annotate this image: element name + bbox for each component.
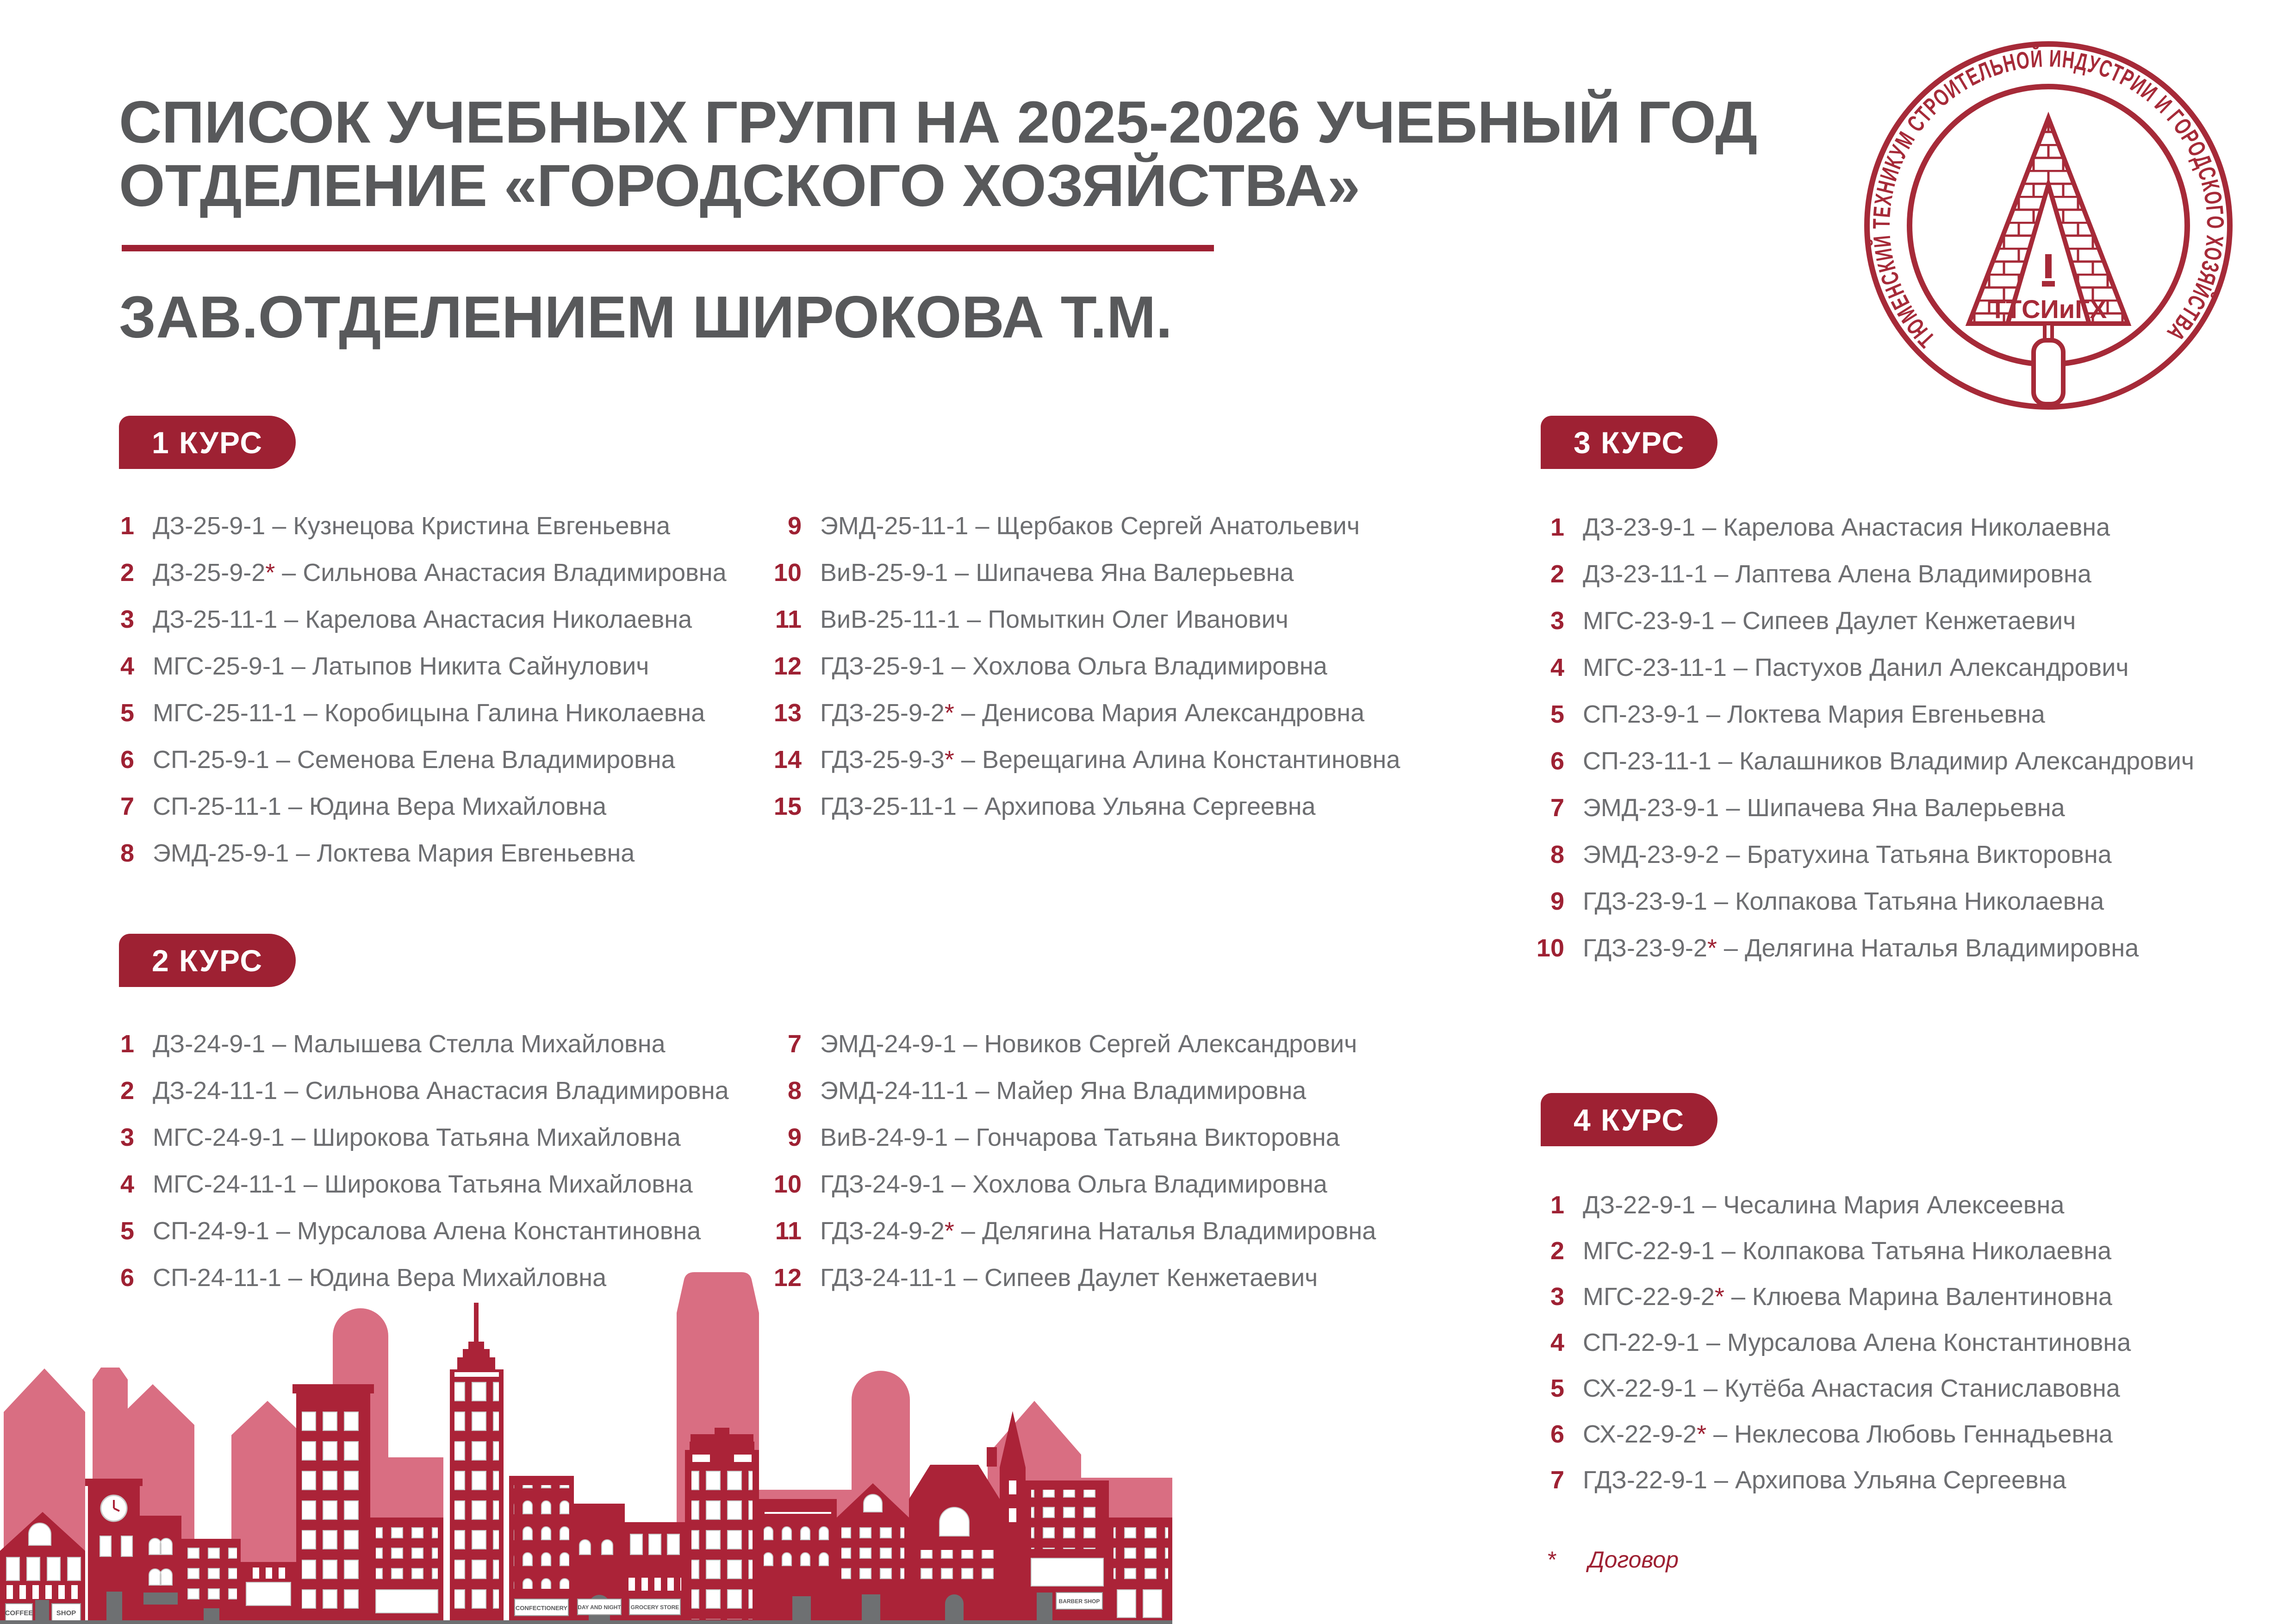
contract-asterisk: * (1714, 1282, 1724, 1311)
item-text: ЭМД-24-11-1 – Майер Яна Владимировна (820, 1076, 1307, 1105)
item-number: 1 (1550, 513, 1564, 541)
item-text: СП-24-9-1 – Мурсалова Алена Константиновна (153, 1217, 701, 1245)
department-head: ЗАВ.ОТДЕЛЕНИЕМ ШИРОКОВА Т.М. (119, 284, 1173, 350)
course-4-badge: 4 КУРС (1541, 1093, 1717, 1146)
item-text: ГДЗ-25-9-3* – Верещагина Алина Константиновна (820, 745, 1400, 774)
list-item (1523, 784, 2194, 831)
course-4-list (1523, 1182, 2131, 1503)
list-item (93, 1254, 729, 1301)
item-number: 6 (120, 745, 134, 774)
item-text: ВиВ-25-11-1 – Помыткин Олег Иванович (820, 605, 1288, 633)
item-number: 5 (1550, 700, 1564, 728)
item-text: ГДЗ-22-9-1 – Архипова Ульяна Сергеевна (1583, 1466, 2066, 1494)
seal-ring-text: ТЮМЕНСКИЙ ТЕХНИКУМ СТРОИТЕЛЬНОЙ ИНДУСТРИИ И ГОРОДСКОГО ХОЗЯЙСТВА (1868, 45, 2229, 353)
item-number: 7 (120, 792, 134, 820)
item-text: МГС-22-9-1 – Колпакова Татьяна Николаевна (1583, 1237, 2112, 1265)
list-item (1523, 1182, 2131, 1228)
trowel-neck (2045, 324, 2052, 340)
list-item (1523, 1228, 2131, 1274)
item-text: ЭМД-23-9-1 – Шипачева Яна Валерьевна (1583, 793, 2065, 822)
course-2-list-col-1 (93, 1020, 729, 1301)
item-text: ВиВ-25-9-1 – Шипачева Яна Валерьевна (820, 558, 1294, 587)
item-text: МГС-25-9-1 – Латыпов Никита Сайнулович (153, 652, 649, 680)
list-item (93, 783, 727, 830)
item-number: 13 (773, 699, 802, 727)
item-text: ГДЗ-23-9-2* – Делягина Наталья Владимировна (1583, 934, 2139, 962)
shop-sign-confectionery: CONFECTIONERY (515, 1605, 568, 1612)
emblem-mark-base (2042, 281, 2055, 287)
list-item (1523, 1411, 2131, 1457)
seal-acronym: ТТСИиГХ (1990, 294, 2107, 324)
item-text: СП-25-11-1 – Юдина Вера Михайловна (153, 792, 607, 820)
item-number: 6 (120, 1263, 134, 1292)
course-3-badge: 3 КУРС (1541, 416, 1717, 469)
list-item (760, 1207, 1376, 1254)
contract-asterisk: * (1697, 1420, 1707, 1448)
list-item (93, 643, 727, 689)
item-text: ГДЗ-23-9-1 – Колпакова Татьяна Николаевна (1583, 887, 2104, 915)
title-divider (122, 245, 1214, 251)
page-title (119, 91, 1757, 218)
contract-asterisk: * (944, 1217, 954, 1245)
shop-sign-grocery-store: GROCERY STORE (630, 1604, 679, 1611)
item-number: 2 (1550, 560, 1564, 588)
item-number: 3 (1550, 606, 1564, 635)
shop-sign-day-and-night: DAY AND NIGHT (578, 1604, 621, 1611)
contract-asterisk: * (944, 699, 954, 727)
list-item (93, 1161, 729, 1207)
item-number: 1 (120, 1030, 134, 1058)
item-number: 5 (1550, 1374, 1564, 1402)
item-text: МГС-24-11-1 – Широкова Татьяна Михайловна (153, 1170, 693, 1198)
shop-sign-barber-shop: BARBER SHOP (1058, 1598, 1100, 1605)
course-1-list-col-1 (93, 502, 727, 876)
contract-asterisk: * (1707, 934, 1717, 962)
item-text: МГС-22-9-2* – Клюева Марина Валентиновна (1583, 1282, 2112, 1311)
list-item (1523, 597, 2194, 644)
item-text: ДЗ-24-9-1 – Малышева Стелла Михайловна (153, 1030, 666, 1058)
list-item (1523, 878, 2194, 924)
item-number: 12 (773, 652, 802, 680)
item-text: ЭМД-24-9-1 – Новиков Сергей Александрович (820, 1030, 1357, 1058)
footnote-asterisk: * (1547, 1547, 1556, 1573)
shop-sign-coffee: COFFEE (5, 1609, 33, 1617)
list-item (93, 596, 727, 643)
item-text: ДЗ-25-11-1 – Карелова Анастасия Николаевна (153, 605, 692, 633)
item-text: ГДЗ-25-9-1 – Хохлова Ольга Владимировна (820, 652, 1327, 680)
list-item (93, 1020, 729, 1067)
item-number: 3 (120, 1123, 134, 1151)
list-item (760, 502, 1400, 549)
list-item (1523, 1274, 2131, 1319)
list-item (1523, 504, 2194, 550)
list-item (1523, 644, 2194, 691)
list-item (760, 596, 1400, 643)
list-item (760, 689, 1400, 736)
item-text: МГС-24-9-1 – Широкова Татьяна Михайловна (153, 1123, 681, 1151)
item-number: 9 (787, 1123, 802, 1151)
item-number: 11 (775, 1217, 802, 1245)
item-text: ДЗ-23-9-1 – Карелова Анастасия Николаевна (1583, 513, 2110, 541)
item-number: 3 (120, 605, 134, 633)
item-text: МГС-23-9-1 – Сипеев Даулет Кенжетаевич (1583, 606, 2076, 635)
item-number: 4 (1550, 1328, 1564, 1356)
course-3-list (1523, 504, 2194, 971)
list-item (93, 1207, 729, 1254)
item-text: ГДЗ-24-11-1 – Сипеев Даулет Кенжетаевич (820, 1263, 1318, 1292)
item-number: 2 (120, 558, 134, 587)
page-title-line2: ОТДЕЛЕНИЕ «ГОРОДСКОГО ХОЗЯЙСТВА» (119, 153, 1360, 219)
item-text: СП-24-11-1 – Юдина Вера Михайловна (153, 1263, 607, 1292)
item-text: МГС-23-11-1 – Пастухов Данил Александрович (1583, 653, 2129, 681)
item-number: 4 (120, 652, 134, 680)
page-title-line1: СПИСОК УЧЕБНЫХ ГРУПП НА 2025-2026 УЧЕБНЫЙ ГОД (119, 89, 1758, 156)
list-item (93, 1067, 729, 1114)
city-skyline-illustration (0, 1258, 1176, 1624)
item-text: ЭМД-23-9-2 – Братухина Татьяна Викторовна (1583, 840, 2112, 868)
item-number: 7 (787, 1030, 802, 1058)
item-text: СП-23-9-1 – Локтева Мария Евгеньевна (1583, 700, 2045, 728)
course-2-list-col-2 (760, 1020, 1376, 1301)
item-text: СП-22-9-1 – Мурсалова Алена Константиновна (1583, 1328, 2131, 1356)
list-item (760, 1161, 1376, 1207)
item-number: 4 (120, 1170, 134, 1198)
college-seal-logo (1863, 40, 2234, 411)
item-text: ЭМД-25-9-1 – Локтева Мария Евгеньевна (153, 839, 635, 867)
list-item (1523, 924, 2194, 971)
item-text: ДЗ-23-11-1 – Лаптева Алена Владимировна (1583, 560, 2091, 588)
list-item (760, 643, 1400, 689)
item-number: 15 (773, 792, 802, 820)
contract-asterisk: * (944, 745, 954, 774)
course-1-badge: 1 КУРС (119, 416, 296, 469)
item-number: 4 (1550, 653, 1564, 681)
item-text: СХ-22-9-1 – Кутёба Анастасия Станиславовна (1583, 1374, 2120, 1402)
item-number: 14 (773, 745, 802, 774)
item-number: 9 (787, 512, 802, 540)
item-number: 11 (775, 605, 802, 633)
item-text: ДЗ-22-9-1 – Чесалина Мария Алексеевна (1583, 1191, 2065, 1219)
item-number: 8 (120, 839, 134, 867)
item-number: 10 (1536, 934, 1564, 962)
item-number: 12 (773, 1263, 802, 1292)
list-item (760, 1020, 1376, 1067)
list-item (93, 689, 727, 736)
list-item (1523, 550, 2194, 597)
shop-sign-shop: SHOP (56, 1609, 76, 1617)
item-number: 8 (1550, 840, 1564, 868)
skyline-ground (0, 1620, 1172, 1624)
item-text: ДЗ-25-9-2* – Сильнова Анастасия Владимировна (153, 558, 727, 587)
emblem-mark (2045, 254, 2052, 278)
list-item (1523, 1457, 2131, 1503)
contract-asterisk: * (265, 558, 275, 587)
list-item (93, 502, 727, 549)
item-number: 6 (1550, 1420, 1564, 1448)
item-text: ГДЗ-25-9-2* – Денисова Мария Александровна (820, 699, 1365, 727)
item-text: ГДЗ-24-9-1 – Хохлова Ольга Владимировна (820, 1170, 1327, 1198)
list-item (760, 783, 1400, 830)
item-text: ГДЗ-25-11-1 – Архипова Ульяна Сергеевна (820, 792, 1316, 820)
item-text: ЭМД-25-11-1 – Щербаков Сергей Анатольевич (820, 512, 1360, 540)
list-item (760, 549, 1400, 596)
list-item (760, 1067, 1376, 1114)
course-2-badge: 2 КУРС (119, 934, 296, 987)
item-number: 3 (1550, 1282, 1564, 1311)
list-item (1523, 737, 2194, 784)
item-number: 5 (120, 699, 134, 727)
item-text: СХ-22-9-2* – Неклесова Любовь Геннадьевна (1583, 1420, 2113, 1448)
trowel-handle (2034, 340, 2063, 404)
item-text: ДЗ-24-11-1 – Сильнова Анастасия Владимировна (153, 1076, 729, 1105)
item-text: ГДЗ-24-9-2* – Делягина Наталья Владимировна (820, 1217, 1376, 1245)
item-number: 8 (787, 1076, 802, 1105)
item-number: 5 (120, 1217, 134, 1245)
item-text: СП-23-11-1 – Калашников Владимир Александрович (1583, 747, 2195, 775)
item-number: 1 (120, 512, 134, 540)
footnote-label: Договор (1588, 1547, 1679, 1573)
item-text: МГС-25-11-1 – Коробицына Галина Николаевна (153, 699, 705, 727)
item-number: 6 (1550, 747, 1564, 775)
item-text: ВиВ-24-9-1 – Гончарова Татьяна Викторовна (820, 1123, 1340, 1151)
list-item (93, 549, 727, 596)
item-number: 2 (120, 1076, 134, 1105)
item-text: СП-25-9-1 – Семенова Елена Владимировна (153, 745, 675, 774)
item-number: 7 (1550, 1466, 1564, 1494)
list-item (1523, 691, 2194, 737)
list-item (760, 736, 1400, 783)
list-item (1523, 831, 2194, 878)
item-number: 2 (1550, 1237, 1564, 1265)
list-item (760, 1254, 1376, 1301)
list-item (93, 736, 727, 783)
item-number: 1 (1550, 1191, 1564, 1219)
list-item (1523, 1365, 2131, 1411)
list-item (1523, 1319, 2131, 1365)
item-number: 9 (1550, 887, 1564, 915)
item-text: ДЗ-25-9-1 – Кузнецова Кристина Евгеньевна (153, 512, 671, 540)
list-item (760, 1114, 1376, 1161)
list-item (93, 830, 727, 876)
item-number: 10 (773, 1170, 802, 1198)
contract-footnote (1547, 1546, 1679, 1573)
item-number: 10 (773, 558, 802, 587)
course-1-list-col-2 (760, 502, 1400, 830)
list-item (93, 1114, 729, 1161)
item-number: 7 (1550, 793, 1564, 822)
